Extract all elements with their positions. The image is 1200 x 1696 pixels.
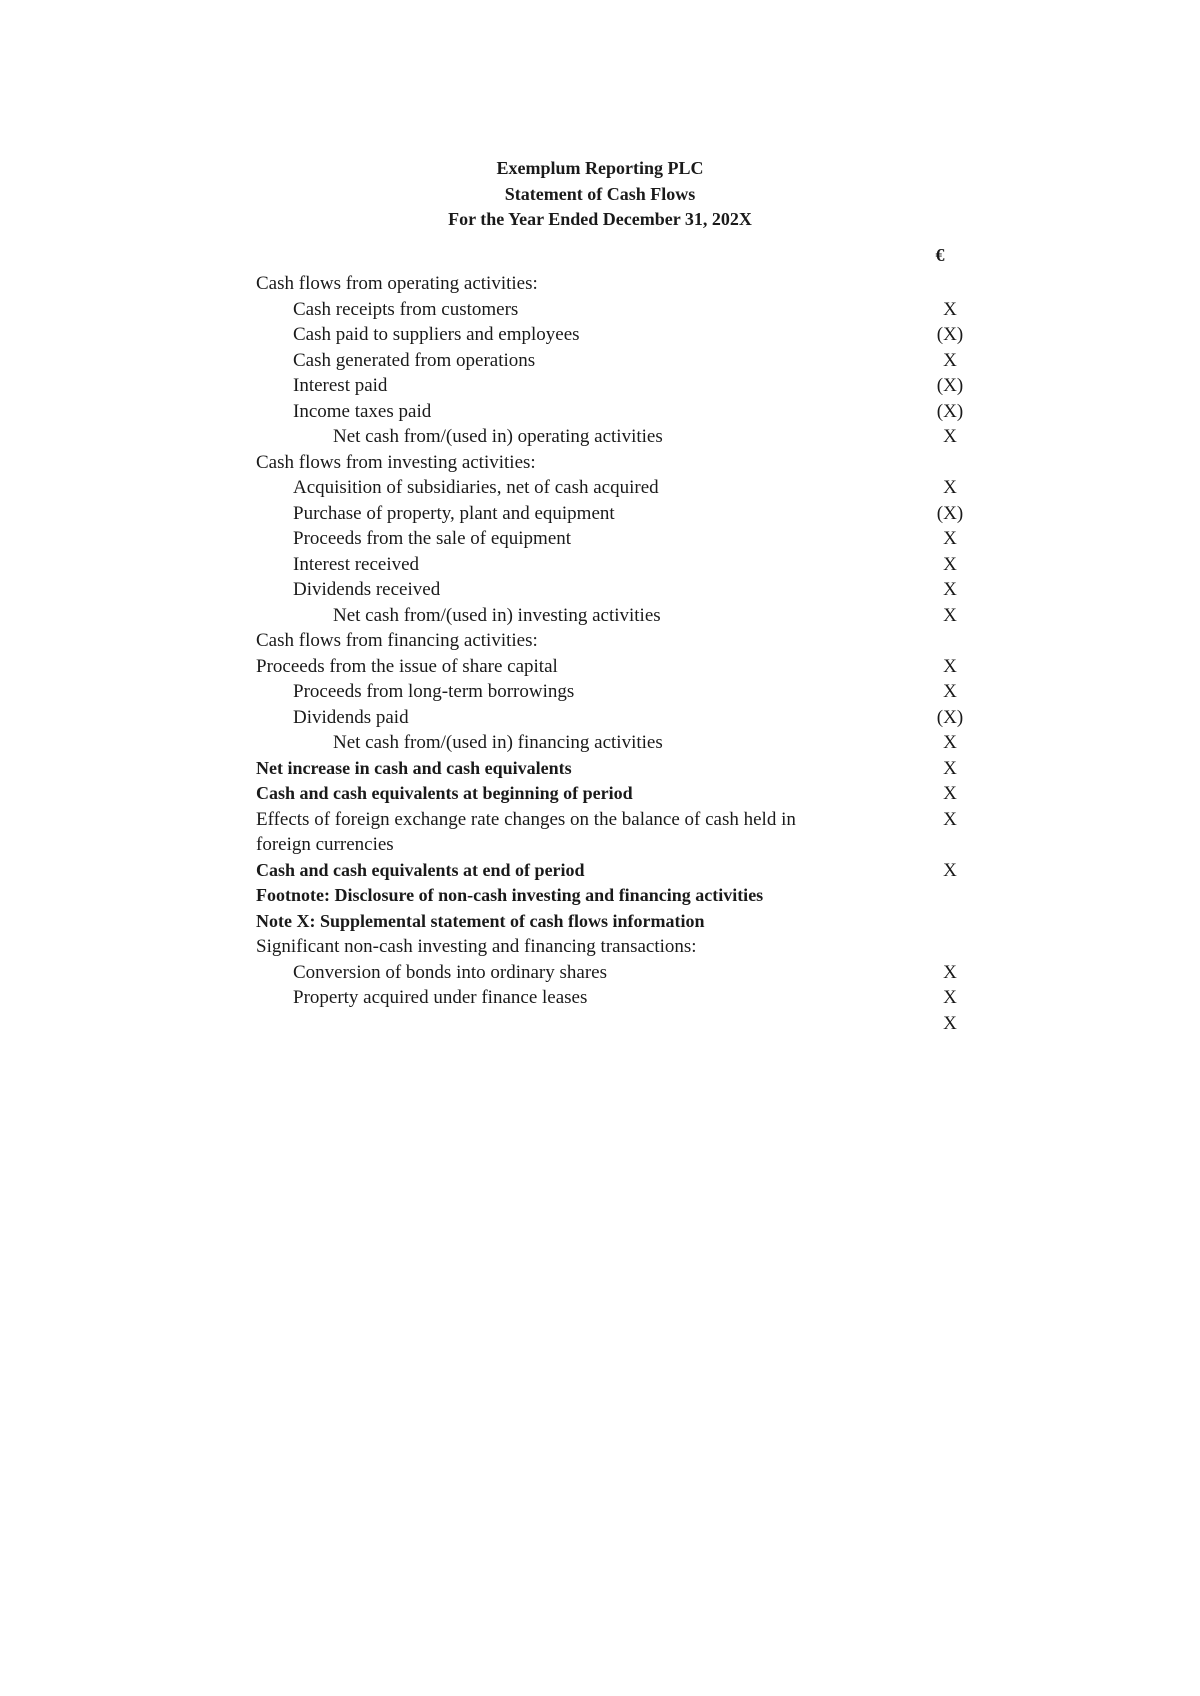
row-value-cell	[873, 577, 970, 603]
statement-row	[256, 909, 970, 935]
row-value: X	[943, 859, 957, 881]
row-value-cell	[873, 552, 970, 578]
statement-row	[256, 348, 970, 374]
statement-period: For the Year Ended December 31, 202X	[448, 209, 752, 229]
row-value-cell	[836, 450, 970, 476]
row-value-cell	[913, 730, 970, 756]
row-label: Note X: Supplemental statement of cash flows information	[256, 910, 705, 931]
row-value-cell	[913, 603, 970, 629]
row-label: Proceeds from long-term borrowings	[293, 681, 575, 702]
statement-row	[256, 577, 970, 603]
row-label: Cash flows from financing activities:	[256, 630, 538, 651]
row-value: (X)	[936, 375, 964, 396]
row-label: Dividends paid	[293, 706, 409, 728]
row-value-cell	[836, 909, 970, 935]
row-label: Property acquired under finance leases	[293, 987, 588, 1008]
currency-column-header: €	[935, 245, 945, 265]
statement-row	[256, 858, 970, 884]
statement-row	[256, 322, 970, 348]
row-value-cell	[873, 399, 970, 425]
row-value: X	[943, 528, 957, 549]
row-value-cell	[836, 883, 970, 909]
row-value-cell	[836, 628, 970, 654]
row-value-cell	[836, 756, 970, 782]
statement-row	[256, 526, 970, 552]
row-label: Interest received	[293, 553, 420, 575]
statement-row	[256, 1011, 970, 1037]
row-value-cell	[836, 271, 970, 297]
row-label: Net increase in cash and cash equivalents	[256, 757, 572, 778]
row-label: Conversion of bonds into ordinary shares	[293, 961, 607, 983]
row-value: X	[943, 655, 957, 677]
row-label: Proceeds from the sale of equipment	[293, 528, 572, 549]
company-name: Exemplum Reporting PLC	[496, 158, 704, 178]
row-value-cell	[836, 807, 970, 833]
row-label: Proceeds from the issue of share capital	[256, 655, 558, 677]
statement-header	[0, 156, 1200, 233]
row-value-cell	[873, 705, 970, 731]
row-label: Cash flows from investing activities:	[256, 451, 536, 473]
row-label: Purchase of property, plant and equipment	[293, 502, 615, 524]
row-value-cell	[873, 526, 970, 552]
row-label: Significant non-cash investing and financing transactions:	[256, 936, 697, 957]
statement-title: Statement of Cash Flows	[504, 183, 696, 204]
row-label: Cash generated from operations	[293, 349, 536, 371]
row-value: (X)	[936, 400, 964, 422]
row-value: (X)	[936, 324, 964, 345]
row-value: X	[943, 808, 957, 830]
statement-row	[256, 781, 970, 807]
row-value: X	[943, 681, 957, 702]
statement-row	[256, 373, 970, 399]
statement-row	[256, 730, 970, 756]
row-value-cell	[873, 475, 970, 501]
row-label: Cash receipts from customers	[293, 298, 519, 320]
row-value-cell	[836, 934, 970, 960]
statement-row	[256, 424, 970, 450]
row-value: X	[943, 783, 957, 804]
statement-row	[256, 501, 970, 527]
row-value-cell	[836, 1011, 970, 1037]
statement-row	[256, 883, 970, 909]
row-label: Net cash from/(used in) operating activities	[333, 426, 663, 447]
row-label: Dividends received	[293, 579, 441, 600]
row-value-cell	[873, 960, 970, 986]
row-value: X	[943, 757, 957, 779]
row-label: Footnote: Disclosure of non-cash investing and financing activities	[256, 885, 764, 905]
statement-row	[256, 960, 970, 986]
statement-row	[256, 705, 970, 731]
row-label: Net cash from/(used in) financing activities	[333, 732, 663, 753]
row-value: (X)	[936, 502, 964, 524]
row-value: X	[943, 298, 957, 320]
row-label: Net cash from/(used in) investing activities	[333, 604, 661, 626]
row-value-cell	[836, 654, 970, 680]
row-value-cell	[873, 322, 970, 348]
row-value-cell	[873, 985, 970, 1011]
row-label: Acquisition of subsidiaries, net of cash acquired	[293, 477, 659, 498]
row-label: Effects of foreign exchange rate changes on the balance of cash held in foreign currencies	[256, 808, 796, 855]
statement-row	[256, 807, 970, 858]
row-value-cell	[873, 297, 970, 323]
row-label: Interest paid	[293, 375, 388, 396]
row-value-cell	[873, 348, 970, 374]
row-value: X	[943, 961, 957, 983]
row-label: Cash paid to suppliers and employees	[293, 324, 580, 345]
statement-row	[256, 450, 970, 476]
row-value-cell	[873, 501, 970, 527]
row-label: Cash and cash equivalents at end of period	[256, 859, 585, 880]
row-value: X	[943, 477, 957, 498]
row-value: X	[943, 604, 957, 626]
row-value: (X)	[936, 706, 964, 728]
statement-row	[256, 297, 970, 323]
statement-row	[256, 985, 970, 1011]
statement-row	[256, 934, 970, 960]
row-value: X	[943, 349, 957, 371]
statement-row	[256, 654, 970, 680]
row-value-cell	[836, 858, 970, 884]
statement-row	[256, 399, 970, 425]
row-value-cell	[873, 373, 970, 399]
row-value: X	[943, 579, 957, 600]
row-label: Cash flows from operating activities:	[256, 273, 538, 294]
statement-row	[256, 271, 970, 297]
statement-row	[256, 679, 970, 705]
statement-row	[256, 628, 970, 654]
row-label: Cash and cash equivalents at beginning of period	[256, 783, 633, 803]
row-label: Income taxes paid	[293, 400, 432, 422]
statement-row	[256, 475, 970, 501]
cash-flow-table	[256, 271, 970, 1036]
row-value-cell	[836, 781, 970, 807]
row-value: X	[943, 426, 957, 447]
row-value: X	[943, 1012, 957, 1034]
statement-row	[256, 756, 970, 782]
row-value: X	[943, 553, 957, 575]
statement-row	[256, 552, 970, 578]
statement-row	[256, 603, 970, 629]
row-value-cell	[873, 679, 970, 705]
row-value: X	[943, 732, 957, 753]
row-value-cell	[913, 424, 970, 450]
row-value: X	[943, 987, 957, 1008]
